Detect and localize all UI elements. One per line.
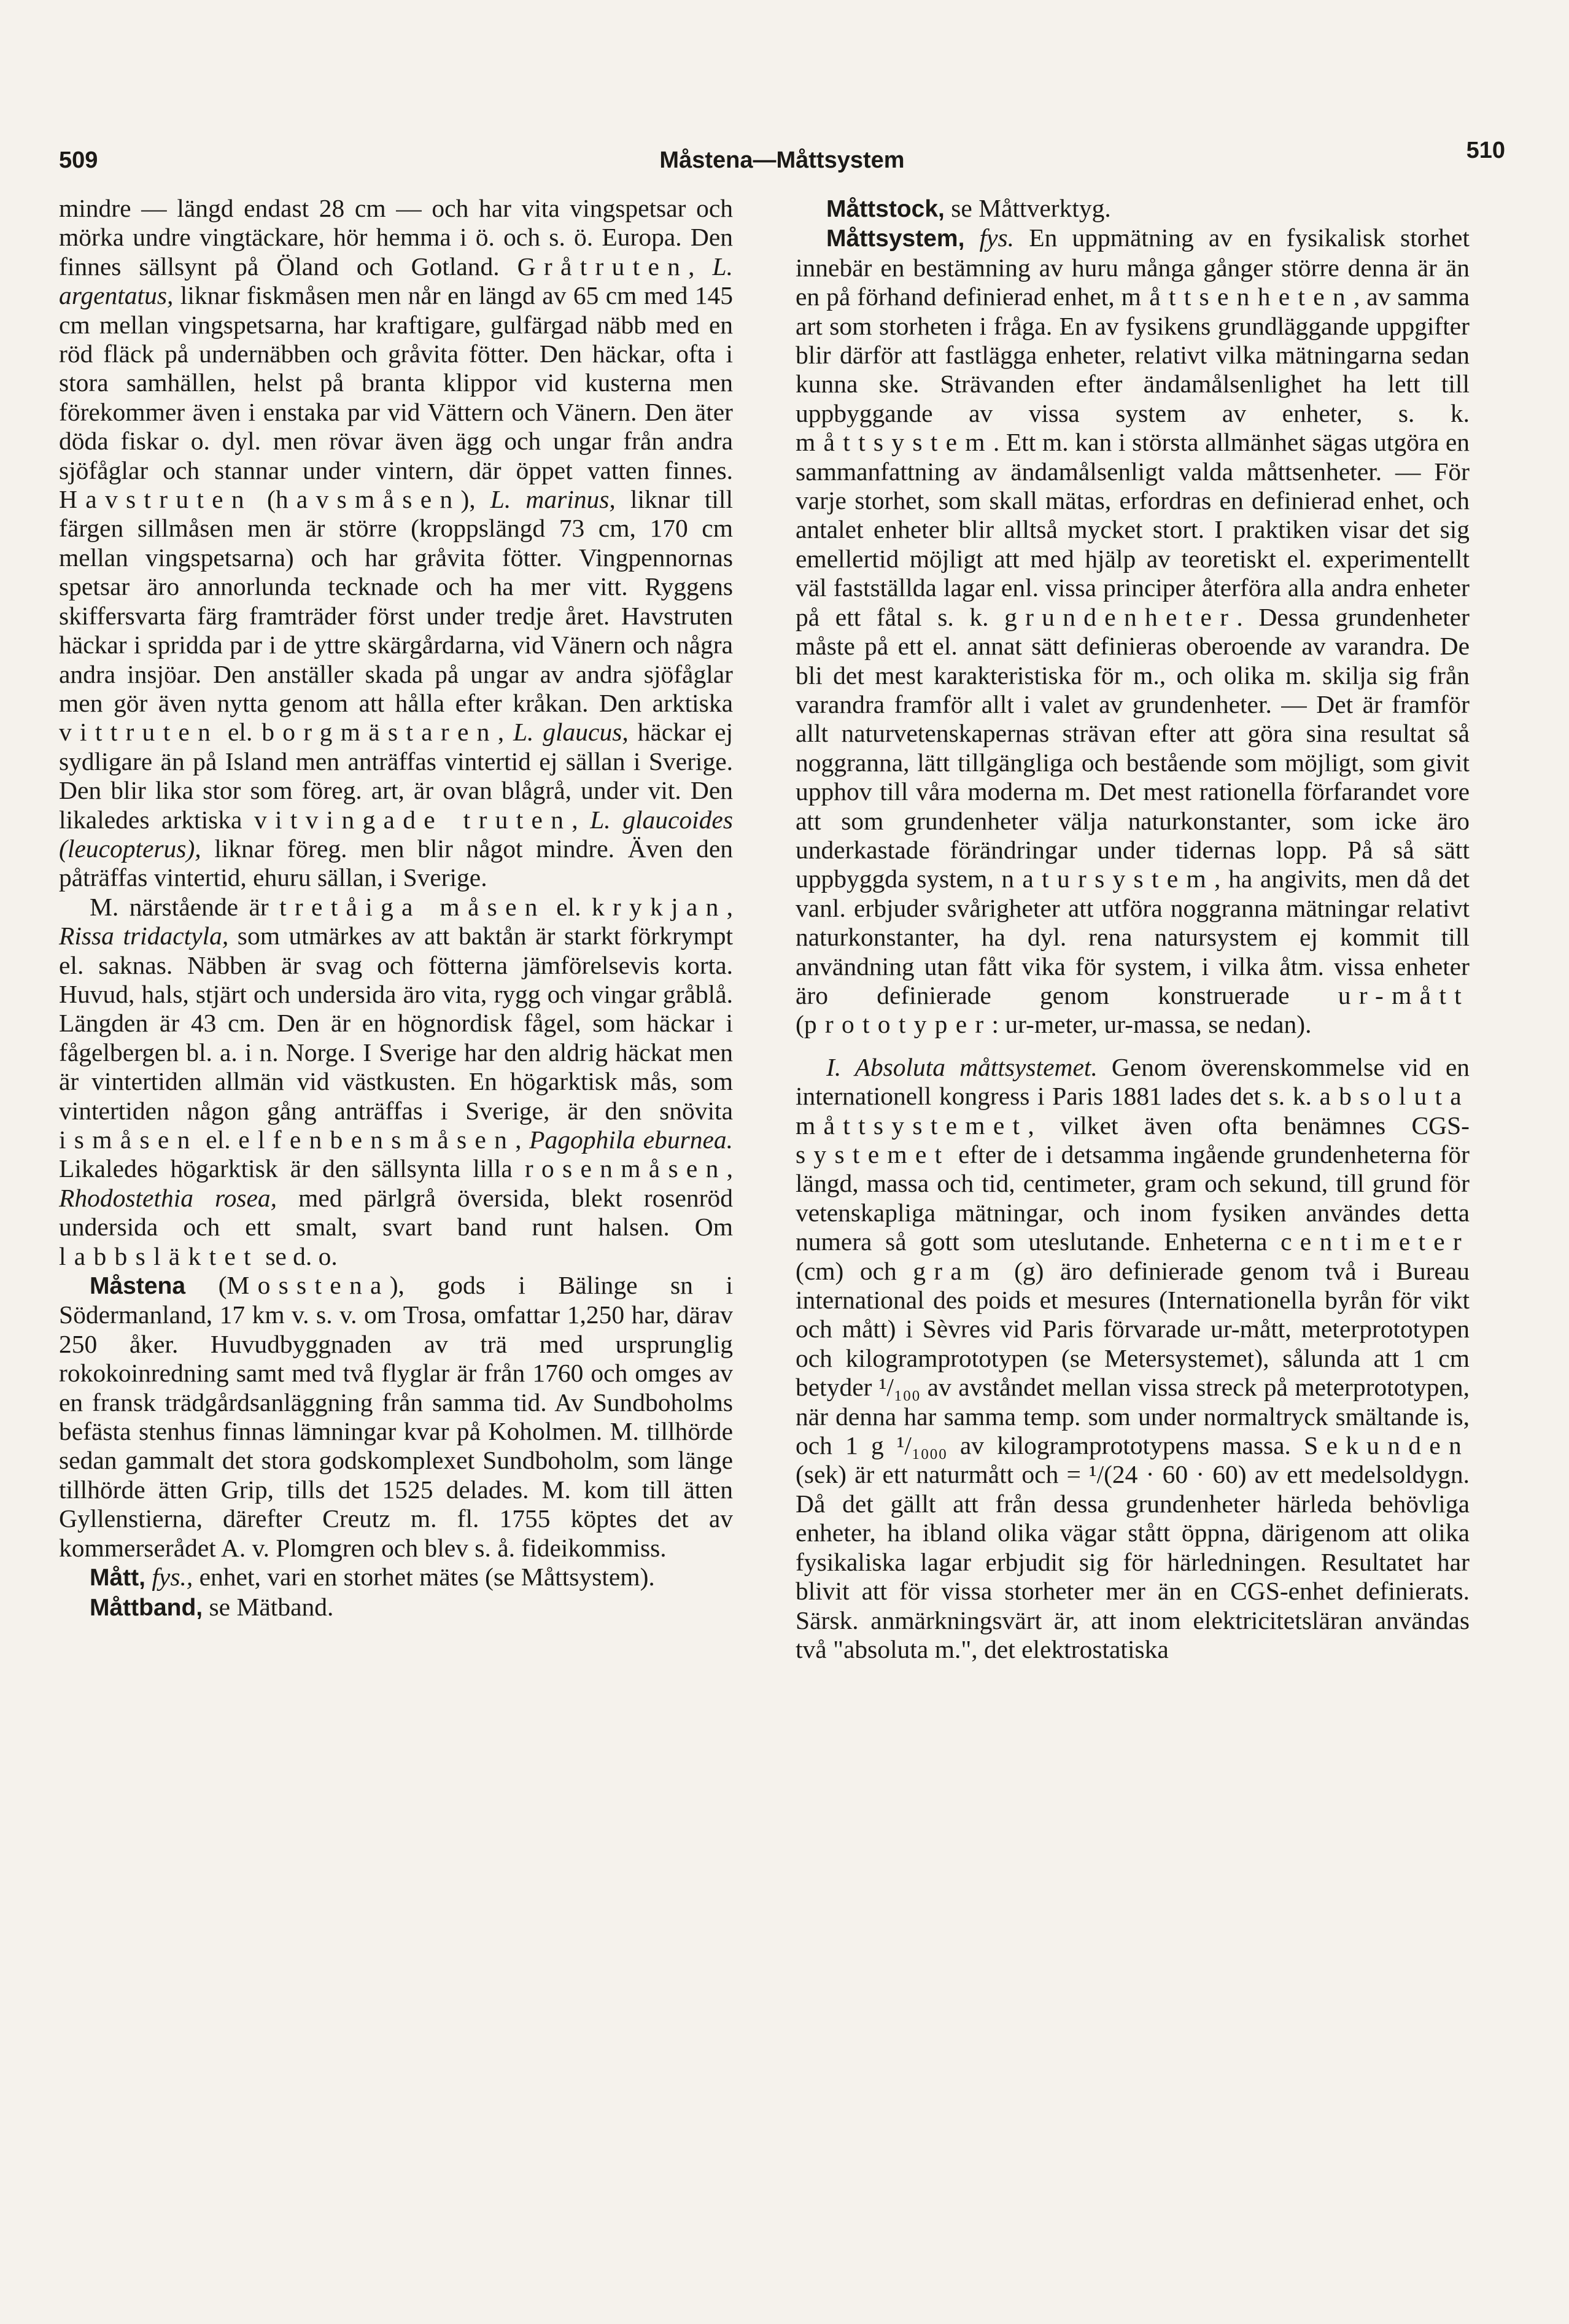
headword-mattstock: Måttstock, bbox=[826, 196, 945, 222]
article-mattstock: Måttstock, se Måttverktyg. bbox=[826, 194, 1111, 222]
headword-mattband: Måttband, bbox=[90, 1594, 203, 1621]
section-heading: I. Absoluta måttsystemet. bbox=[826, 1052, 1098, 1081]
section-absoluta-mattsystemet: I. Absoluta måttsystemet. Genom överenskommelse vid en internationell kongress i Paris 1881 lades det s. k. absoluta måttsystemet, vilket även ofta benämnes CGS-systemet efter de i detsamma ingående grundenheterna för längd, massa och tid, centimeter, gram och sekund, till grund för vetenskapliga mätningar, och inom fysiken användes detta numera så gott som uteslutande. Enheterna centimeter (cm) och gram (g) äro definierade genom två i Bureau international des poids et mesures (Internationella byrån för vikt och mått) i Sèvres vid Paris förvarade ur-mått, meterprototypen och kilogramprototypen (se Metersystemet), sålunda att 1 cm betyder ¹/₁₀₀ av avståndet mellan vissa streck på meterprototypen, när denna har samma temp. som under normaltryck smältande is, och 1 g ¹/₁₀₀₀ av kilogramprototypens massa. Sekunden (sek) är ett naturmått och = ¹/(24 · 60 · 60) av ett medelsoldygn. Då det gällt att från dessa grundenheter härleda behövliga enheter, ha ibland olika vägar stått öppna, därigenom att olika fysikaliska lagar erbjudit sig för härledningen. Resultatet har blivit att för vissa storheter mer än en CGS-enhet definierats. Särsk. anmärkningsvärt är, att inom elektricitetsläran användas två "absoluta m.", det elektrostatiska bbox=[796, 1052, 1470, 1663]
article-mas-paragraph: M. närstående är tretåiga måsen el. krykjan, Rissa tridactyla, som utmärkes av att baktån är starkt förkrympt el. saknas. Näbben är svag och fötterna jämförelsevis korta. Huvud, hals, stjärt och undersida äro vita, rygg och vingar gråblå. Längden är 43 cm. Den är en högnordisk fågel, som häckar i fågelbergen bl. a. i n. Norge. I Sverige har den aldrig häckat men är vintertiden allmän vid västkusten. En högarktisk mås, som vintertiden någon gång anträffas i Sverige, är den snövita ismåsen el. elfenbensmåsen, Pagophila eburnea. Likaledes högarktisk är den sällsynta lilla rosenmåsen, Rhodostethia rosea, med pärlgrå översida, blekt rosenröd undersida och ett smalt, svart band runt halsen. Om labbsläktet se d. o. bbox=[59, 892, 734, 1270]
running-title: Måstena—Måttsystem bbox=[659, 147, 905, 173]
article-mattband: Måttband, se Mätband. bbox=[90, 1592, 334, 1621]
page-number-left: 509 bbox=[59, 147, 98, 173]
headword-matt: Mått, bbox=[90, 1564, 145, 1591]
article-mastena: Måstena (Mosstena), gods i Bälinge sn i Södermanland, 17 km v. s. v. om Trosa, omfattar 1,250 har, därav 250 åker. Huvudbyggnaden av trä med ursprunglig rokokoinredning samt med två flyglar är från 1760 och omges av en fransk trädgårdsanläggning från samma tid. Av Sundboholms befästa stenhus finnas lämningar kvar på Koholmen. M. tillhörde sedan gammalt det stora godskomplexet Sundboholm, som länge tillhörde ätten Grip, tills det 1525 delades. M. kom till ätten Gyllenstierna, därefter Creutz m. fl. 1755 köptes det av kommerserådet A. v. Plomgren och blev s. å. fideikommiss. bbox=[59, 1271, 733, 1562]
left-column bbox=[59, 194, 733, 1622]
right-column bbox=[796, 194, 1470, 1664]
headword-mattsystem: Måttsystem, bbox=[826, 225, 965, 252]
article-matt: Mått, fys., enhet, vari en storhet mätes (se Måttsystem). bbox=[90, 1563, 655, 1591]
page-header bbox=[59, 136, 1505, 179]
article-mattsystem: Måttsystem, fys. En uppmätning av en fysikalisk storhet innebär en bestämning av huru många gånger större denna är än en på förhand definierad enhet, måttsenheten, av samma art som storheten i fråga. En av fysikens grundläggande uppgifter blir därför att fastlägga enheter, relativt vilka mätningarna sedan kunna ske. Strävanden efter ändamålsenlighet ha lett till uppbyggande av vissa system av enheter, s. k. måttsystem. Ett m. kan i största allmänhet sägas utgöra en sammanfattning av ändamålsenligt valda måttsenheter. — För varje storhet, som skall mätas, erfordras en definierad enhet, och antalet enheter blir alltså mycket stort. I praktiken visar det sig emellertid möjligt att med hjälp av teoretiskt el. experimentellt väl fastställda lagar enl. vissa principer återföra alla andra enheter på ett fåtal s. k. grundenheter. Dessa grundenheter måste på ett el. annat sätt definieras oberoende av varandra. De bli det mest karakteristiska för m., och olika m. skilja sig från varandra framför allt i valet av grundenheter. — Det är framför allt naturvetenskapernas strävan efter att göra sina resultat så noggranna, lätt tillgängliga och bestående som möjligt, som givit upphov till våra moderna m. Det mest rationella förfarandet vore att som grundenheter välja naturkonstanter, som icke äro underkastade förändringar under tidernas lopp. På så sätt uppbyggda system, natursystem, ha angivits, men då det vanl. erbjuder svårigheter att utföra noggranna mätningar relativt naturkonstanter, ha dyl. rena natursystem ej kommit till användning utan fått vika för system, i vilka åtm. vissa enheter äro definierade genom konstruerade ur-mått (prototyper: ur-meter, ur-massa, se nedan). bbox=[796, 223, 1470, 1039]
page-number-right: 510 bbox=[1466, 138, 1505, 163]
article-mas-continued: mindre — längd endast 28 cm — och har vita vingspetsar och mörka undre vingtäckare, hör hemma i ö. och s. ö. Europa. Den finnes sällsynt på Öland och Gotland. Gråtruten, L. argentatus, liknar fiskmåsen men når en längd av 65 cm med 145 cm mellan vingspetsarna, har kraftigare, gulfärgad näbb med en röd fläck på undernäbben och gråvita fötter. Den häckar, ofta i stora samhällen, helst på branta klippor vid kusterna men förekommer även i enstaka par vid Vättern och Vänern. Den äter döda fiskar o. dyl. men rövar även ägg och ungar från andra sjöfåglar och stannar under vintern, där öppet vatten finnes. Havstruten (havsmåsen), L. marinus, liknar till färgen sillmåsen men är större (kroppslängd 73 cm, 170 cm mellan vingspetsarna) och har gråvita fötter. Vingpennornas spetsar äro annorlunda tecknade och ha mer vitt. Ryggens skiffersvarta färg framträder först under tredje året. Havstruten häckar i spridda par i de yttre skärgårdarna, vid Vänern och några andra insjöar. Den anställer skada på ungar av andra sjöfåglar men gör även nytta genom att hålla efter kråkan. Den arktiska vittruten el. borgmästaren, L. glaucus, häckar ej sydligare än på Island men anträffas vintertid ej sällan i Sverige. Den blir lika stor som föreg. art, är ovan blågrå, under vit. Den likaledes arktiska vitvingade truten, L. glaucoides (leucopterus), liknar föreg. men blir något mindre. Även den påträffas vintertid, ehuru sällan, i Sverige. bbox=[59, 194, 734, 892]
headword-mastena: Måstena bbox=[90, 1273, 186, 1300]
